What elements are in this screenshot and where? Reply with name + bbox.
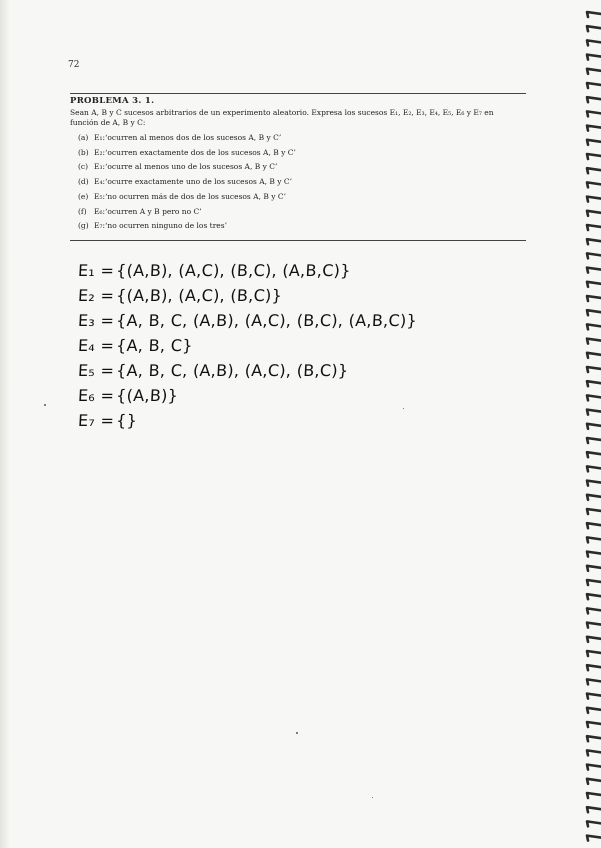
problem-items xyxy=(70,131,526,234)
problem-item-e xyxy=(78,190,526,205)
page-number: 72 xyxy=(68,60,80,70)
answer-value: {A, B, C, (A,B), (A,C), (B,C)} xyxy=(115,361,349,380)
spiral-coil xyxy=(587,12,601,17)
spiral-coil xyxy=(587,495,601,500)
spiral-coil xyxy=(587,566,601,571)
item-marker: (a) xyxy=(78,133,89,142)
item-marker: (b) xyxy=(78,147,89,157)
answer-label: E₅ = xyxy=(77,361,115,380)
item-marker: (g) xyxy=(78,221,89,231)
page-edge-shadow xyxy=(0,0,10,848)
answer-value: {(A,B), (A,C), (B,C)} xyxy=(115,286,283,305)
spiral-coil xyxy=(587,83,601,88)
spiral-coil xyxy=(587,438,601,443)
spiral-coil xyxy=(587,282,601,287)
spiral-coil xyxy=(587,367,601,372)
spiral-coil xyxy=(587,736,601,741)
spiral-coil xyxy=(587,268,601,273)
spiral-coil xyxy=(587,523,601,528)
spiral-coil xyxy=(587,197,601,202)
answer-label: E₄ = xyxy=(77,336,115,355)
spiral-coil xyxy=(587,537,601,542)
spiral-coil xyxy=(587,452,601,457)
statement-line: Sean A, B y C sucesos arbitrarios de un experimento aleatorio. Expresa los sucesos E₁, E₂, E₃, E₄, E₅, E₆ y E₇ en xyxy=(70,108,494,117)
answer-label: E₇ = xyxy=(77,411,115,430)
problem-item-g xyxy=(78,219,526,234)
spiral-coil xyxy=(587,395,601,400)
spiral-coil xyxy=(587,594,601,599)
top-rule xyxy=(70,93,526,94)
problem-item-c xyxy=(78,160,526,175)
spiral-coil xyxy=(587,253,601,258)
item-marker: (f) xyxy=(78,206,87,216)
spiral-coil xyxy=(587,225,601,230)
answer-label: E₂ = xyxy=(77,286,115,305)
spiral-coil xyxy=(587,637,601,642)
item-text: E₃:‘ocurre al menos uno de los sucesos A, B y C’ xyxy=(94,162,278,172)
spiral-coil xyxy=(587,836,601,841)
spiral-coil xyxy=(587,40,601,45)
answer-e3 xyxy=(77,308,417,333)
item-text: E₄:‘ocurre exactamente uno de los sucesos A, B y C’ xyxy=(94,177,293,187)
item-marker: (e) xyxy=(78,191,89,201)
spiral-coil xyxy=(587,211,601,216)
item-text: E₇:‘no ocurren ninguno de los tres’ xyxy=(94,221,227,231)
answer-e6 xyxy=(77,383,417,408)
item-marker: (d) xyxy=(78,177,89,187)
problem-title: PROBLEMA 3. 1. xyxy=(70,96,155,106)
spiral-coil xyxy=(587,623,601,628)
spiral-coil xyxy=(587,97,601,102)
spiral-coil xyxy=(587,339,601,344)
spiral-coil xyxy=(587,552,601,557)
item-text: E₆:‘ocurren A y B pero no C’ xyxy=(94,206,202,216)
spiral-coil xyxy=(587,324,601,329)
spiral-coil xyxy=(587,140,601,145)
spiral-coil xyxy=(587,69,601,74)
spiral-coil xyxy=(587,580,601,585)
answer-e2 xyxy=(77,283,417,308)
item-text: E₅:‘no ocurren más de dos de los sucesos A, B y C’ xyxy=(94,191,286,201)
spiral-coil xyxy=(587,807,601,812)
paper-speck xyxy=(296,732,298,734)
spiral-coil xyxy=(587,694,601,699)
answer-value: {(A,B), (A,C), (B,C), (A,B,C)} xyxy=(115,261,352,280)
spiral-coil xyxy=(587,509,601,514)
spiral-coil xyxy=(587,679,601,684)
item-text: E₂:‘ocurren exactamente dos de los sucesos A, B y C’ xyxy=(94,147,296,157)
answer-label: E₁ = xyxy=(77,261,115,280)
spiral-coil xyxy=(587,821,601,826)
spiral-coil xyxy=(587,310,601,315)
paper-speck xyxy=(372,797,373,798)
spiral-coil xyxy=(587,481,601,486)
spiral-coil xyxy=(587,793,601,798)
problem-statement xyxy=(70,108,526,128)
paper-speck xyxy=(44,404,46,406)
problem-item-a xyxy=(78,131,526,146)
answer-label: E₃ = xyxy=(77,311,115,330)
paper-speck xyxy=(403,408,404,409)
spiral-coil xyxy=(587,665,601,670)
handwritten-answers xyxy=(78,258,417,433)
spiral-coil xyxy=(587,154,601,159)
statement-line: función de A, B y C: xyxy=(70,118,146,127)
answer-value: {(A,B)} xyxy=(115,386,179,405)
spiral-coil xyxy=(587,424,601,429)
spiral-coil xyxy=(587,651,601,656)
item-text: E₁:‘ocurren al menos dos de los sucesos A, B y C’ xyxy=(94,133,282,142)
answer-value: {A, B, C, (A,B), (A,C), (B,C), (A,B,C)} xyxy=(115,311,418,330)
spiral-coil xyxy=(587,182,601,187)
answer-label: E₆ = xyxy=(77,386,115,405)
problem-block xyxy=(70,96,526,234)
problem-item-b xyxy=(78,146,526,161)
problem-item-f xyxy=(78,205,526,220)
spiral-coil xyxy=(587,466,601,471)
spiral-coil xyxy=(587,168,601,173)
item-marker: (c) xyxy=(78,162,89,172)
spiral-coil xyxy=(587,765,601,770)
spiral-coil xyxy=(587,126,601,131)
spiral-coil xyxy=(587,722,601,727)
spiral-coil xyxy=(587,353,601,358)
answer-value: {A, B, C} xyxy=(115,336,194,355)
spiral-coil xyxy=(587,111,601,116)
answer-e4 xyxy=(77,333,417,358)
spiral-coil xyxy=(587,55,601,60)
spiral-coil xyxy=(587,26,601,31)
answer-e1 xyxy=(77,258,417,283)
spiral-binding xyxy=(577,0,601,848)
spiral-coil xyxy=(587,608,601,613)
spiral-coil xyxy=(587,750,601,755)
bottom-rule xyxy=(70,240,526,241)
problem-item-d xyxy=(78,175,526,190)
spiral-coil xyxy=(587,708,601,713)
spiral-coil xyxy=(587,381,601,386)
spiral-coil xyxy=(587,239,601,244)
spiral-coil xyxy=(587,410,601,415)
answer-e7 xyxy=(77,408,417,433)
spiral-coil xyxy=(587,296,601,301)
spiral-coil xyxy=(587,779,601,784)
answer-e5 xyxy=(77,358,417,383)
answer-value: {} xyxy=(115,411,138,430)
